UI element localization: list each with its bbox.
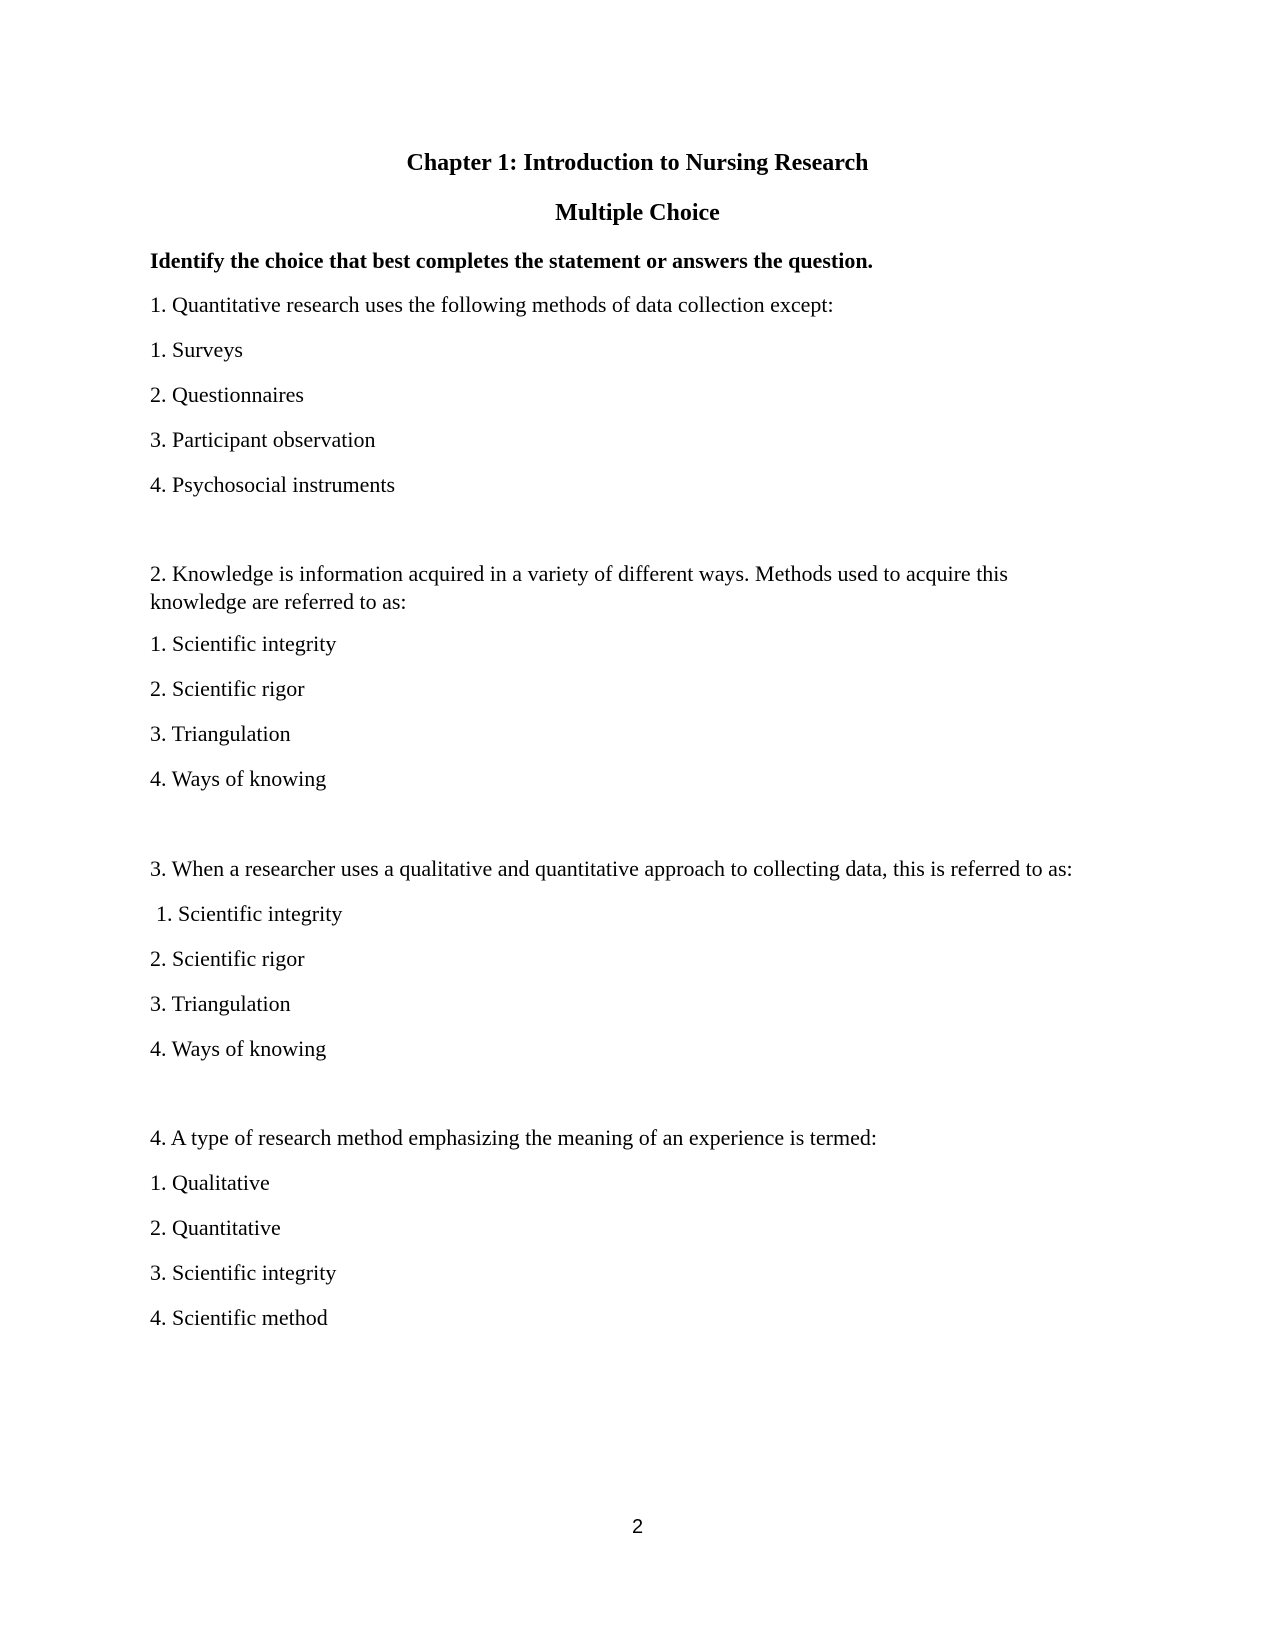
question-stem: 2. Knowledge is information acquired in a variety of different ways. Methods used to acquire this knowledge are referred to as: [150,561,1008,614]
answer-option: 2. Scientific rigor [150,676,305,701]
answer-option: 3. Triangulation [150,991,291,1016]
instructions: Identify the choice that best completes the statement or answers the question. [150,248,874,273]
question-stem: 4. A type of research method emphasizing the meaning of an experience is termed: [150,1125,877,1150]
answer-option: 2. Questionnaires [150,382,304,407]
section-title: Multiple Choice [555,200,720,226]
answer-option: 3. Scientific integrity [150,1260,337,1285]
answer-option: 2. Scientific rigor [150,946,305,971]
answer-option: 4. Psychosocial instruments [150,472,396,497]
answer-option: 1. Surveys [150,337,243,362]
answer-option: 3. Participant observation [150,427,376,452]
answer-option: 1. Qualitative [150,1170,270,1195]
question-stem: 1. Quantitative research uses the following methods of data collection except: [150,292,834,317]
chapter-title: Chapter 1: Introduction to Nursing Research [406,150,869,176]
answer-option: 1. Scientific integrity [156,901,343,926]
question-stem: 3. When a researcher uses a qualitative and quantitative approach to collecting data, this is referred to as: [150,856,1073,881]
answer-option: 4. Ways of knowing [150,1036,327,1061]
answer-option: 3. Triangulation [150,721,291,746]
answer-option: 4. Ways of knowing [150,766,327,791]
answer-option: 2. Quantitative [150,1215,281,1240]
answer-option: 1. Scientific integrity [150,631,337,656]
answer-option: 4. Scientific method [150,1305,328,1330]
page-number: 2 [631,1516,644,1538]
